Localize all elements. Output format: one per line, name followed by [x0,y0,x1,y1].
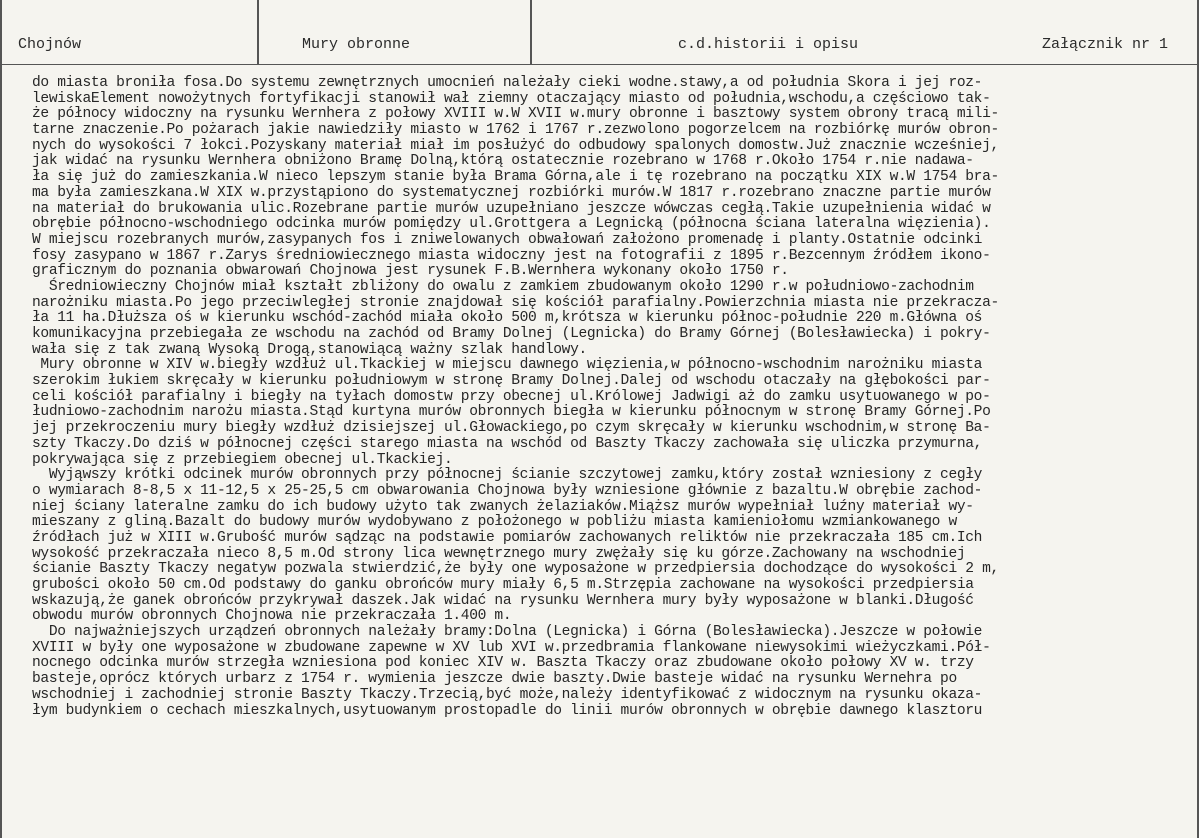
text-line: źródłach już w XIII w.Grubość murów sądząc na podstawie pomiarów zachowanych reliktów nie przekraczała 185 cm.Ich [32,529,983,546]
text-line: ma była zamieszkana.W XIX w.przystąpiono do systematycznej rozbiórki murów.W 1817 r.rozebrano znaczne partie murów [32,184,991,201]
header-divider [530,0,532,64]
text-line: ścianie Baszty Tkaczy negatyw pozwala stwierdzić,że były one wyposażone w przedpiersia dochodzące do wysokości 2 m, [32,561,999,578]
text-line: obwodu murów obronnych Chojnowa nie przekraczała 1.400 m. [32,608,512,625]
text-line: nych do wysokości 7 łokci.Pozyskany materiał miał im posłużyć do odbudowy spalonych domostw.Już znacznie wcześniej, [32,137,999,154]
text-line: obrębie północno-wschodniego odcinka murów pomiędzy ul.Grottgera a Legnicką (północna ściana lateralna więzienia). [32,216,991,233]
text-line: grubości około 50 cm.Od podstawy do ganku obrońców mury miały 6,5 m.Strzępia zachowane na wysokości przedpiersia [32,577,974,593]
header-attachment: Załącznik nr 1 [1042,36,1169,53]
text-line: basteje,oprócz których urbarz z 1754 r. wymienia jeszcze dwie baszty.Dwie basteje widać na rysunku Wernehra po [32,671,957,688]
text-line: niej ściany lateralne zamku do ich budowy użyto tak zwanych żelaziaków.Miąższ murów wypełniał luźny materiał wy- [32,498,974,515]
text-line: o wymiarach 8-8,5 x 11-12,5 x 25-25,5 cm obwarowania Chojnowa były wzniesione głównie z bazaltu.W obrębie zachod- [32,482,983,499]
text-line: Mury obronne w XIV w.biegły wzdłuż ul.Tkackiej w miejscu dawnego więzienia,w północno-wschodnim narożniku miasta [32,357,983,374]
text-line: komunikacyjna przebiegała ze wschodu na zachód od Bramy Dolnej (Legnicka) do Bramy Górnej (Bolesławiecka) i pokry- [32,326,991,342]
text-line: na materiał do brukowania ulic.Rozebrane partie murów uzupełniano jeszcze wówczas cegłą.Takie uzupełnienia widać w [32,200,991,217]
text-line: W miejscu rozebranych murów,zasypanych fos i zniwelowanych obwałowań założono promenadę i planty.Ostatnie odcinki [32,231,983,248]
text-line: Średniowieczny Chojnów miał kształt zbliżony do owalu z zamkiem zbudowanym około 1290 r.w południowo-zachodnim [32,278,974,295]
header-place: Chojnów [18,36,82,53]
text-line: pokrywająca się z przebiegiem obecnej ul.Tkackiej. [32,451,453,468]
text-line: ła 11 ha.Dłuższa oś w kierunku wschód-zachód miała około 500 m,krótsza w kierunku północ-południe 220 m.Główna oś [32,310,983,327]
text-line: jak widać na rysunku Wernhera obniżono Bramę Dolną,którą ostatecznie rozebrano w 1768 r.Około 1754 r.nie nadawa- [32,153,974,170]
text-line: Wyjąwszy krótki odcinek murów obronnych przy północnej ścianie szczytowej zamku,który został wzniesiony z cegły [32,467,983,484]
text-line: narożniku miasta.Po jego przeciwległej stronie znajdował się kościół parafialny.Powierzchnia miasta nie przekracza- [32,294,999,311]
text-line: XVIII w były one wyposażone w zbudowane zapewne w XV lub XVI w.przedbramia flankowane niewysokimi wieżyczkami.Pół- [32,639,991,656]
text-line: łudniowo-zachodnim narożu miasta.Stąd kurtyna murów obronnych biegła w kierunku północnym w stronę Bramy Górnej.Po [32,404,991,421]
text-line: szerokim łukiem skręcały w kierunku południowym w stronę Bramy Dolnej.Dalej od wschodu otaczały na głębokości par- [32,373,991,390]
text-line: ła się już do zamieszkania.W nieco lepszym stanie była Brama Górna,ale i tę rozebrano na początku XIX w.W 1754 bra- [32,169,999,186]
text-line: graficznym do poznania obwarowań Chojnowa jest rysunek F.B.Wernhera wykonany około 1750 r. [32,263,789,280]
document-body [32,76,1197,719]
text-line: celi kościół parafialny i biegły na tyłach domostw przy obecnej ul.Królowej Jadwigi aż do zamku usytuowanego w po- [32,388,991,405]
text-line: mieszany z gliną.Bazalt do budowy murów wydobywano z położonego w pobliżu miasta kamieniołomu wzmiankowanego w [32,514,957,531]
text-line: nocnego odcinka murów strzegła wzniesiona pod koniec XIV w. Baszta Tkaczy oraz zbudowane około połowy XV w. trzy [32,655,974,672]
text-line: wschodniej i zachodniej stronie Baszty Tkaczy.Trzecią,być może,należy identyfikować z widocznym na rysunku okaza- [32,686,983,703]
text-line: szty Tkaczy.Do dziś w północnej części starego miasta na wschód od Baszty Tkaczy zachowała się uliczka przymurna, [32,435,983,452]
text-line: jej przekroczeniu mury biegły wzdłuż dzisiejszej ul.Głowackiego,po czym skręcały w kierunku wschodnim,w stronę Ba- [32,420,991,437]
text-line: tarne znaczenie.Po pożarach jakie nawiedziły miasto w 1762 i 1767 r.zezwolono pogorzelcem na rozbiórkę murów obron- [32,122,999,139]
text-line: do miasta broniła fosa.Do systemu zewnętrznych umocnień należały cieki wodne.stawy,a od południa Skora i jej roz- [32,75,983,91]
header-divider [257,0,259,64]
text-line: lewiskaElement nowożytnych fortyfikacji stanowił wał ziemny otaczający miasto od południa,wschodu,a częściowo tak- [32,90,991,107]
text-line: fosy zasypano w 1867 r.Zarys średniowiecznego miasta widoczny jest na fotografii z 1895 r.Bezcennym źródłem ikono- [32,247,991,264]
text-line: wskazują,że ganek obrońców przykrywał daszek.Jak widać na rysunku Wernhera mury były wyposażone w blanki.Długość [32,592,974,609]
text-line: łym budynkiem o cechach mieszkalnych,usytuowanym prostopadle do linii murów obronnych w obrębie dawnego klasztoru [32,702,983,719]
card-header [2,0,1197,65]
header-section: c.d.historii i opisu [678,36,859,53]
text-line: wysokość przekraczała nieco 8,5 m.Od strony lica wewnętrznego mury zwężały się ku górze.Zachowany na wschodniej [32,545,966,562]
header-subject: Mury obronne [302,36,411,53]
text-line: Do najważniejszych urządzeń obronnych należały bramy:Dolna (Legnicka) i Górna (Bolesławiecka).Jeszcze w połowie [32,624,983,641]
text-line: wała się z tak zwaną Wysoką Drogą,stanowiącą ważny szlak handlowy. [32,341,587,358]
text-line: że północy widoczny na rysunku Wernhera z połowy XVIII w.W XVII w.mury obronne i basztowy system obrony tracą mili- [32,106,999,123]
